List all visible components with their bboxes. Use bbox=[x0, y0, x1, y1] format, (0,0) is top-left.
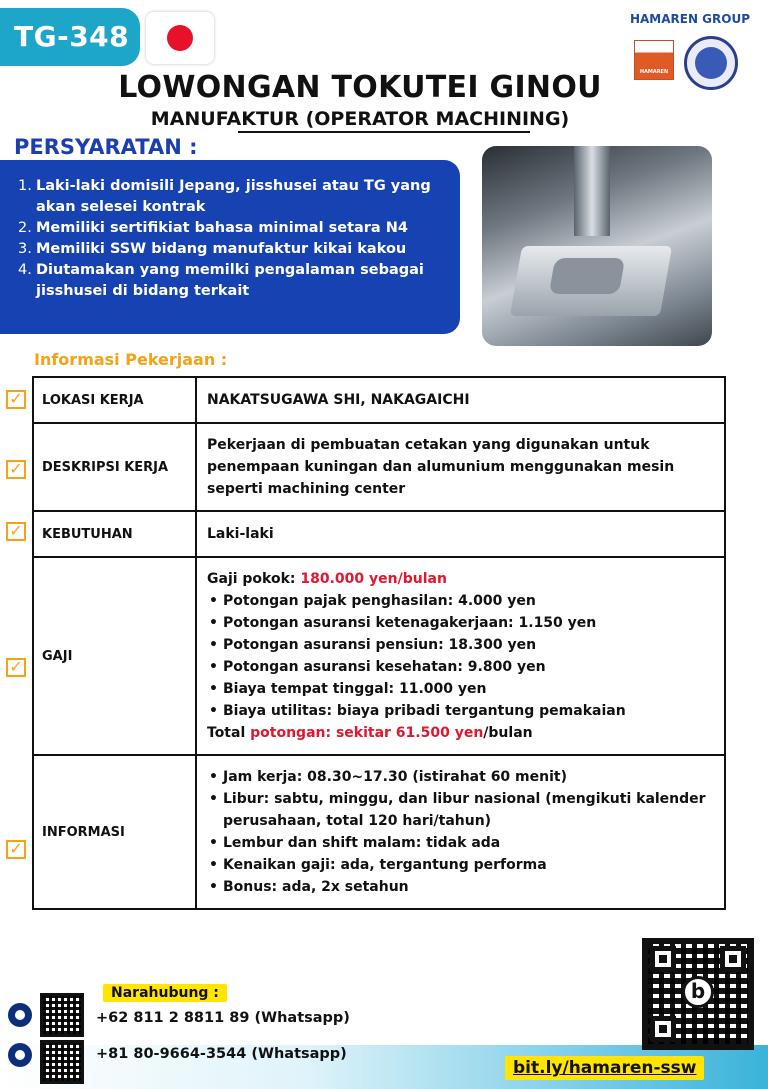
logo-text: HAMAREN bbox=[639, 69, 669, 75]
contact-phone[interactable]: +81 80-9664-3544 (Whatsapp) bbox=[96, 1046, 347, 1062]
requirement-item: 4. Diutamakan yang memilki pengalaman sebagai jisshusei di bidang terkait bbox=[18, 262, 424, 299]
job-description-value: Pekerjaan di pembuatan cetakan yang digunakan untuk penempaan kuningan dan alumunium menggunakan mesin seperti machining center bbox=[196, 423, 725, 511]
checkbox-icon: ✓ bbox=[6, 658, 26, 677]
salary-label: GAJI bbox=[33, 557, 196, 755]
list-item: • Biaya utilitas: biaya pribadi tergantung pemakaian bbox=[207, 700, 714, 722]
subtitle-underline bbox=[238, 131, 530, 133]
table-row bbox=[33, 755, 725, 909]
location-value: NAKATSUGAWA SHI, NAKAGAICHI bbox=[196, 377, 725, 423]
checkbox-icon: ✓ bbox=[6, 460, 26, 479]
list-item: • Libur: sabtu, minggu, dan libur nasional (mengikuti kalender perusahaan, total 120 hari/tahun) bbox=[207, 788, 714, 832]
requirement-item: 1. Laki-laki domisili Jepang, jisshusei atau TG yang akan selesei kontrak bbox=[18, 178, 431, 215]
contact-label: Narahubung : bbox=[103, 984, 227, 1002]
contact-qr-code[interactable] bbox=[40, 993, 84, 1037]
salary-value bbox=[196, 557, 725, 755]
requirement-label: KEBUTUHAN bbox=[33, 511, 196, 557]
list-item: • Bonus: ada, 2x setahun bbox=[207, 876, 714, 898]
machining-photo bbox=[482, 146, 712, 346]
table-row bbox=[33, 377, 725, 423]
requirements-box bbox=[0, 160, 460, 334]
list-item: • Potongan asuransi ketenagakerjaan: 1.150 yen bbox=[207, 612, 714, 634]
registration-link[interactable]: bit.ly/hamaren-ssw bbox=[505, 1056, 704, 1080]
company-name: HAMAREN GROUP bbox=[629, 12, 750, 26]
job-info-table bbox=[32, 376, 726, 910]
registration-label: PENDAFTARAN : bbox=[496, 1030, 623, 1046]
table-row bbox=[33, 511, 725, 557]
page-subtitle: MANUFAKTUR (OPERATOR MACHINING) bbox=[150, 108, 570, 130]
checkbox-icon: ✓ bbox=[6, 840, 26, 859]
requirement-item: 2. Memiliki sertifikiat bahasa minimal setara N4 bbox=[18, 220, 408, 236]
job-code-badge: TG-348 bbox=[0, 8, 140, 66]
registration-qr-code[interactable] bbox=[642, 938, 754, 1050]
total-deduction: Total potongan: sekitar 61.500 yen/bulan bbox=[207, 725, 533, 741]
checkbox-icon: ✓ bbox=[6, 522, 26, 541]
checkbox-icon: ✓ bbox=[6, 390, 26, 409]
list-item: • Lembur dan shift malam: tidak ada bbox=[207, 832, 714, 854]
table-row bbox=[33, 557, 725, 755]
list-item: • Potongan asuransi kesehatan: 9.800 yen bbox=[207, 656, 714, 678]
table-row bbox=[33, 423, 725, 511]
contact-phone[interactable]: +62 811 2 8811 89 (Whatsapp) bbox=[96, 1010, 350, 1026]
japan-flag-icon bbox=[146, 12, 214, 64]
list-item: • Jam kerja: 08.30~17.30 (istirahat 60 menit) bbox=[207, 766, 714, 788]
bitly-logo-icon: b bbox=[682, 976, 714, 1008]
list-item: • Potongan pajak penghasilan: 4.000 yen bbox=[207, 590, 714, 612]
job-description-label: DESKRIPSI KERJA bbox=[33, 423, 196, 511]
requirement-value: Laki-laki bbox=[196, 511, 725, 557]
information-label: INFORMASI bbox=[33, 755, 196, 909]
person-icon bbox=[8, 1003, 32, 1027]
contact-qr-code[interactable] bbox=[40, 1040, 84, 1084]
list-item: • Biaya tempat tinggal: 11.000 yen bbox=[207, 678, 714, 700]
page-title: LOWONGAN TOKUTEI GINOU bbox=[118, 70, 602, 105]
job-info-heading: Informasi Pekerjaan : bbox=[34, 350, 228, 369]
requirement-item: 3. Memiliki SSW bidang manufaktur kikai kakou bbox=[18, 241, 407, 257]
list-item: • Kenaikan gaji: ada, tergantung performa bbox=[207, 854, 714, 876]
list-item: • Potongan asuransi pensiun: 18.300 yen bbox=[207, 634, 714, 656]
requirements-heading: PERSYARATAN : bbox=[14, 135, 198, 159]
location-label: LOKASI KERJA bbox=[33, 377, 196, 423]
person-icon bbox=[8, 1043, 32, 1067]
basic-salary: Gaji pokok: 180.000 yen/bulan bbox=[207, 571, 447, 587]
information-value bbox=[196, 755, 725, 909]
